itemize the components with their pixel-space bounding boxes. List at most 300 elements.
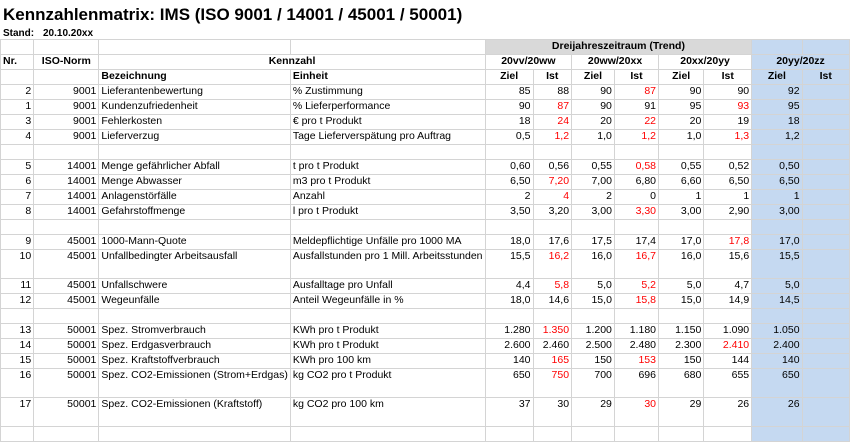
cell-ziel[interactable]: 5,0 [752, 279, 802, 294]
cell-einheit[interactable]: t pro t Produkt [290, 160, 485, 175]
cell-ziel[interactable]: 85 [485, 85, 533, 100]
cell-ist[interactable]: 22 [614, 115, 658, 130]
cell-ziel[interactable]: 90 [485, 100, 533, 115]
header-period-4[interactable]: 20yy/20zz [752, 55, 850, 70]
table-row [1, 354, 850, 369]
cell-bezeichnung[interactable]: Gefahrstoffmenge [99, 205, 290, 220]
cell-ziel[interactable]: 3,00 [659, 205, 704, 220]
header-bezeichnung[interactable]: Bezeichnung [99, 70, 290, 85]
cell[interactable] [485, 427, 533, 442]
cell[interactable] [752, 145, 802, 160]
kennzahlen-table [0, 39, 850, 442]
header-row-group [1, 40, 850, 55]
header-trend-group[interactable]: Dreijahreszeitraum (Trend) [485, 40, 751, 55]
cell-ziel[interactable]: 18 [752, 115, 802, 130]
cell-ist[interactable]: 4,7 [704, 279, 752, 294]
cell-ziel[interactable]: 20 [659, 115, 704, 130]
cell-ist[interactable]: 87 [533, 100, 572, 115]
cell[interactable] [802, 427, 849, 442]
cell-nr[interactable]: 11 [1, 279, 34, 294]
cell-einheit[interactable]: % Zustimmung [290, 85, 485, 100]
cell[interactable] [485, 220, 533, 235]
cell-ziel[interactable]: 150 [659, 354, 704, 369]
cell-ziel[interactable]: 6,60 [659, 175, 704, 190]
cell-ist[interactable]: 3,20 [533, 205, 572, 220]
cell-ziel[interactable]: 95 [659, 100, 704, 115]
cell-ziel[interactable]: 2.600 [485, 339, 533, 354]
cell-einheit[interactable]: KWh pro 100 km [290, 354, 485, 369]
cell-ziel[interactable]: 90 [659, 85, 704, 100]
cell[interactable] [99, 220, 290, 235]
cell[interactable] [34, 145, 99, 160]
cell-einheit[interactable]: l pro t Produkt [290, 205, 485, 220]
cell-ist[interactable]: 0 [614, 190, 658, 205]
cell-ist[interactable]: 5,8 [533, 279, 572, 294]
cell[interactable] [533, 309, 572, 324]
cell[interactable] [704, 427, 752, 442]
cell-ist[interactable]: 14,9 [704, 294, 752, 309]
cell-ziel[interactable]: 4,4 [485, 279, 533, 294]
cell-ist[interactable]: 165 [533, 354, 572, 369]
cell-ziel[interactable]: 2.400 [752, 339, 802, 354]
cell[interactable] [752, 220, 802, 235]
cell-ist[interactable]: 2.460 [533, 339, 572, 354]
cell[interactable] [802, 220, 849, 235]
cell-ziel[interactable]: 1,0 [572, 130, 615, 145]
cell-ist[interactable]: 1,2 [533, 130, 572, 145]
cell[interactable] [802, 309, 849, 324]
cell-iso[interactable]: 9001 [34, 100, 99, 115]
cell[interactable] [802, 145, 849, 160]
cell-ist[interactable]: 15,8 [614, 294, 658, 309]
cell-ziel[interactable]: 1,0 [659, 130, 704, 145]
cell-ziel[interactable]: 6,50 [752, 175, 802, 190]
header-nr[interactable]: Nr. [1, 55, 34, 70]
cell-bezeichnung[interactable]: Spez. CO2-Emissionen (Strom+Erdgas) [99, 369, 290, 398]
table-row [1, 160, 850, 175]
cell[interactable] [802, 100, 849, 115]
cell-ziel[interactable]: 15,0 [659, 294, 704, 309]
cell[interactable] [802, 294, 849, 309]
cell[interactable] [802, 324, 849, 339]
cell[interactable] [802, 85, 849, 100]
cell[interactable] [802, 279, 849, 294]
cell-ist[interactable]: 6,80 [614, 175, 658, 190]
cell-ziel[interactable]: 3,50 [485, 205, 533, 220]
header-ist[interactable]: Ist [614, 70, 658, 85]
cell-iso[interactable]: 14001 [34, 160, 99, 175]
cell-nr[interactable]: 10 [1, 250, 34, 279]
cell[interactable] [99, 309, 290, 324]
spacer-row [1, 309, 850, 324]
cell-ist[interactable]: 17,6 [533, 235, 572, 250]
cell-ist[interactable]: 5,2 [614, 279, 658, 294]
cell-ziel[interactable]: 6,50 [485, 175, 533, 190]
cell[interactable] [802, 354, 849, 369]
cell[interactable] [1, 145, 34, 160]
cell-nr[interactable]: 9 [1, 235, 34, 250]
table-row [1, 130, 850, 145]
cell-bezeichnung[interactable]: Spez. CO2-Emissionen (Kraftstoff) [99, 398, 290, 427]
cell-ist[interactable]: 93 [704, 100, 752, 115]
cell-ziel[interactable]: 1 [752, 190, 802, 205]
cell-ziel[interactable]: 16,0 [659, 250, 704, 279]
cell-ziel[interactable]: 17,0 [659, 235, 704, 250]
cell-bezeichnung[interactable]: 1000-Mann-Quote [99, 235, 290, 250]
header-ziel[interactable]: Ziel [572, 70, 615, 85]
cell-ist[interactable]: 7,20 [533, 175, 572, 190]
cell-iso[interactable]: 45001 [34, 235, 99, 250]
cell-ziel[interactable]: 16,0 [572, 250, 615, 279]
cell[interactable] [1, 309, 34, 324]
header-ziel[interactable]: Ziel [752, 70, 802, 85]
cell[interactable] [802, 160, 849, 175]
cell-iso[interactable]: 50001 [34, 398, 99, 427]
cell-einheit[interactable]: kg CO2 pro 100 km [290, 398, 485, 427]
header-period-1[interactable]: 20vv/20ww [485, 55, 571, 70]
cell-ziel[interactable]: 17,5 [572, 235, 615, 250]
cell-ziel[interactable]: 3,00 [752, 205, 802, 220]
cell-iso[interactable]: 14001 [34, 205, 99, 220]
cell[interactable] [290, 220, 485, 235]
header-ziel[interactable]: Ziel [659, 70, 704, 85]
cell-iso[interactable]: 9001 [34, 85, 99, 100]
cell-ist[interactable]: 19 [704, 115, 752, 130]
cell-ziel[interactable]: 15,0 [572, 294, 615, 309]
cell[interactable] [802, 115, 849, 130]
cell-ziel[interactable]: 95 [752, 100, 802, 115]
cell-ist[interactable]: 2,90 [704, 205, 752, 220]
cell[interactable] [572, 427, 615, 442]
cell-ziel[interactable]: 2 [485, 190, 533, 205]
cell[interactable] [704, 145, 752, 160]
cell-ist[interactable]: 4 [533, 190, 572, 205]
cell-ist[interactable]: 30 [614, 398, 658, 427]
cell-iso[interactable]: 9001 [34, 115, 99, 130]
cell[interactable] [99, 40, 290, 55]
cell-ist[interactable]: 16,2 [533, 250, 572, 279]
cell-ziel[interactable]: 0,50 [752, 160, 802, 175]
header-ist[interactable]: Ist [802, 70, 849, 85]
cell[interactable] [34, 40, 99, 55]
table-row [1, 190, 850, 205]
cell[interactable] [802, 205, 849, 220]
cell-ziel[interactable]: 650 [752, 369, 802, 398]
cell-ist[interactable]: 87 [614, 85, 658, 100]
cell[interactable] [659, 145, 704, 160]
cell-nr[interactable]: 14 [1, 339, 34, 354]
cell[interactable] [802, 40, 849, 55]
cell-einheit[interactable]: KWh pro t Produkt [290, 324, 485, 339]
header-ziel[interactable]: Ziel [485, 70, 533, 85]
cell-ist[interactable]: 6,50 [704, 175, 752, 190]
cell[interactable] [614, 309, 658, 324]
cell-ziel[interactable]: 18 [485, 115, 533, 130]
cell-ist[interactable]: 144 [704, 354, 752, 369]
cell-einheit[interactable]: % Lieferperformance [290, 100, 485, 115]
cell-iso[interactable]: 14001 [34, 190, 99, 205]
cell[interactable] [533, 220, 572, 235]
cell-bezeichnung[interactable]: Menge Abwasser [99, 175, 290, 190]
cell-nr[interactable]: 5 [1, 160, 34, 175]
cell-ist[interactable]: 3,30 [614, 205, 658, 220]
cell[interactable] [802, 339, 849, 354]
cell-nr[interactable]: 7 [1, 190, 34, 205]
cell-ist[interactable]: 1.180 [614, 324, 658, 339]
cell-ist[interactable]: 30 [533, 398, 572, 427]
header-ist[interactable]: Ist [533, 70, 572, 85]
cell-bezeichnung[interactable]: Kundenzufriedenheit [99, 100, 290, 115]
cell-ziel[interactable]: 29 [659, 398, 704, 427]
cell-ziel[interactable]: 0,55 [572, 160, 615, 175]
cell-einheit[interactable]: kg CO2 pro t Produkt [290, 369, 485, 398]
cell-ist[interactable]: 2.410 [704, 339, 752, 354]
cell-ziel[interactable]: 680 [659, 369, 704, 398]
cell[interactable] [485, 309, 533, 324]
cell-ist[interactable]: 0,52 [704, 160, 752, 175]
cell[interactable] [614, 220, 658, 235]
cell-ist[interactable]: 153 [614, 354, 658, 369]
cell-ist[interactable]: 2.480 [614, 339, 658, 354]
cell[interactable] [99, 427, 290, 442]
cell-bezeichnung[interactable]: Unfallschwere [99, 279, 290, 294]
stand-label: Stand: [3, 28, 35, 39]
cell-ist[interactable]: 1,3 [704, 130, 752, 145]
cell-ziel[interactable]: 0,55 [659, 160, 704, 175]
cell-ist[interactable]: 17,4 [614, 235, 658, 250]
cell-ziel[interactable]: 140 [485, 354, 533, 369]
cell[interactable] [485, 145, 533, 160]
cell[interactable] [752, 427, 802, 442]
cell[interactable] [34, 309, 99, 324]
cell[interactable] [1, 40, 34, 55]
cell-nr[interactable]: 16 [1, 369, 34, 398]
cell-ziel[interactable]: 1,2 [752, 130, 802, 145]
cell-ziel[interactable]: 5,0 [572, 279, 615, 294]
cell-ist[interactable]: 1.090 [704, 324, 752, 339]
table-row [1, 115, 850, 130]
cell-iso[interactable]: 50001 [34, 354, 99, 369]
cell-iso[interactable]: 45001 [34, 250, 99, 279]
cell[interactable] [1, 427, 34, 442]
table-row [1, 398, 850, 427]
cell[interactable] [99, 145, 290, 160]
cell-iso[interactable]: 50001 [34, 339, 99, 354]
cell-ziel[interactable]: 1.200 [572, 324, 615, 339]
cell-ziel[interactable]: 2.500 [572, 339, 615, 354]
cell-einheit[interactable]: Ausfallstunden pro 1 Mill. Arbeitsstunden [290, 250, 485, 279]
cell[interactable] [533, 145, 572, 160]
cell-bezeichnung[interactable]: Spez. Erdgasverbrauch [99, 339, 290, 354]
cell-ziel[interactable]: 29 [572, 398, 615, 427]
cell-einheit[interactable]: Anzahl [290, 190, 485, 205]
cell-ist[interactable]: 1.350 [533, 324, 572, 339]
cell-ist[interactable]: 90 [704, 85, 752, 100]
header-row-periods [1, 55, 850, 70]
cell-ziel[interactable]: 5,0 [659, 279, 704, 294]
cell[interactable] [659, 427, 704, 442]
cell-ziel[interactable]: 150 [572, 354, 615, 369]
cell-nr[interactable]: 2 [1, 85, 34, 100]
header-ist[interactable]: Ist [704, 70, 752, 85]
header-einheit[interactable]: Einheit [290, 70, 485, 85]
cell-ist[interactable]: 91 [614, 100, 658, 115]
cell[interactable] [704, 220, 752, 235]
cell-ist[interactable]: 0,56 [533, 160, 572, 175]
cell-ziel[interactable]: 15,5 [752, 250, 802, 279]
cell[interactable] [572, 220, 615, 235]
cell-einheit[interactable]: KWh pro t Produkt [290, 339, 485, 354]
cell-bezeichnung[interactable]: Spez. Stromverbrauch [99, 324, 290, 339]
cell-nr[interactable]: 13 [1, 324, 34, 339]
cell[interactable] [802, 235, 849, 250]
cell-ist[interactable]: 0,58 [614, 160, 658, 175]
table-row [1, 279, 850, 294]
cell-einheit[interactable]: Anteil Wegeunfälle in % [290, 294, 485, 309]
cell-ziel[interactable]: 0,60 [485, 160, 533, 175]
cell[interactable] [802, 250, 849, 279]
cell-bezeichnung[interactable]: Menge gefährlicher Abfall [99, 160, 290, 175]
cell-ist[interactable]: 15,6 [704, 250, 752, 279]
cell-ziel[interactable]: 1 [659, 190, 704, 205]
cell-ziel[interactable]: 3,00 [572, 205, 615, 220]
cell-ist[interactable]: 17,8 [704, 235, 752, 250]
cell-bezeichnung[interactable]: Lieferantenbewertung [99, 85, 290, 100]
cell-nr[interactable]: 3 [1, 115, 34, 130]
cell[interactable] [572, 145, 615, 160]
cell-ist[interactable]: 24 [533, 115, 572, 130]
cell[interactable] [572, 309, 615, 324]
cell-ziel[interactable]: 1.150 [659, 324, 704, 339]
cell-ist[interactable]: 1 [704, 190, 752, 205]
cell-ziel[interactable]: 37 [485, 398, 533, 427]
cell-ziel[interactable]: 90 [572, 100, 615, 115]
cell-ziel[interactable]: 20 [572, 115, 615, 130]
cell[interactable] [290, 145, 485, 160]
cell-einheit[interactable]: Ausfalltage pro Unfall [290, 279, 485, 294]
cell-einheit[interactable]: Meldepflichtige Unfälle pro 1000 MA [290, 235, 485, 250]
cell[interactable] [752, 40, 802, 55]
table-row [1, 294, 850, 309]
cell[interactable] [752, 309, 802, 324]
cell[interactable] [614, 145, 658, 160]
cell-ist[interactable]: 16,7 [614, 250, 658, 279]
cell-nr[interactable]: 15 [1, 354, 34, 369]
cell[interactable] [290, 40, 485, 55]
cell-ziel[interactable]: 650 [485, 369, 533, 398]
table-row [1, 85, 850, 100]
cell-ziel[interactable]: 17,0 [752, 235, 802, 250]
cell-iso[interactable]: 50001 [34, 369, 99, 398]
cell-nr[interactable]: 12 [1, 294, 34, 309]
cell-bezeichnung[interactable]: Lieferverzug [99, 130, 290, 145]
cell-ziel[interactable]: 7,00 [572, 175, 615, 190]
cell[interactable] [34, 70, 99, 85]
cell-nr[interactable]: 6 [1, 175, 34, 190]
cell[interactable] [802, 190, 849, 205]
cell-ziel[interactable]: 14,5 [752, 294, 802, 309]
cell-ziel[interactable]: 1.050 [752, 324, 802, 339]
cell[interactable] [659, 309, 704, 324]
cell-ist[interactable]: 1,2 [614, 130, 658, 145]
cell-bezeichnung[interactable]: Fehlerkosten [99, 115, 290, 130]
header-iso[interactable]: ISO-Norm [34, 55, 99, 70]
cell-bezeichnung[interactable]: Anlagenstörfälle [99, 190, 290, 205]
cell-ziel[interactable]: 700 [572, 369, 615, 398]
cell-ist[interactable]: 750 [533, 369, 572, 398]
cell-bezeichnung[interactable]: Spez. Kraftstoffverbrauch [99, 354, 290, 369]
cell-ziel[interactable]: 1.280 [485, 324, 533, 339]
cell[interactable] [659, 220, 704, 235]
cell[interactable] [1, 70, 34, 85]
cell-iso[interactable]: 45001 [34, 279, 99, 294]
table-row [1, 369, 850, 398]
cell-ziel[interactable]: 18,0 [485, 294, 533, 309]
cell-einheit[interactable]: € pro t Produkt [290, 115, 485, 130]
cell[interactable] [802, 369, 849, 398]
cell-ziel[interactable]: 2.300 [659, 339, 704, 354]
cell-iso[interactable]: 9001 [34, 130, 99, 145]
header-period-3[interactable]: 20xx/20yy [659, 55, 752, 70]
header-period-2[interactable]: 20ww/20xx [572, 55, 659, 70]
cell[interactable] [34, 220, 99, 235]
cell-ziel[interactable]: 90 [572, 85, 615, 100]
cell[interactable] [614, 427, 658, 442]
cell-nr[interactable]: 4 [1, 130, 34, 145]
cell-ziel[interactable]: 0,5 [485, 130, 533, 145]
cell-bezeichnung[interactable]: Unfallbedingter Arbeitsausfall [99, 250, 290, 279]
cell[interactable] [290, 309, 485, 324]
cell-nr[interactable]: 1 [1, 100, 34, 115]
cell[interactable] [802, 130, 849, 145]
cell[interactable] [290, 427, 485, 442]
cell-einheit[interactable]: m3 pro t Produkt [290, 175, 485, 190]
cell-ist[interactable]: 14,6 [533, 294, 572, 309]
cell-iso[interactable]: 14001 [34, 175, 99, 190]
spacer-row [1, 145, 850, 160]
cell-ist[interactable]: 696 [614, 369, 658, 398]
cell[interactable] [34, 427, 99, 442]
cell-ziel[interactable]: 26 [752, 398, 802, 427]
cell-bezeichnung[interactable]: Wegeunfälle [99, 294, 290, 309]
cell-ziel[interactable]: 15,5 [485, 250, 533, 279]
cell-ist[interactable]: 26 [704, 398, 752, 427]
header-kennzahl[interactable]: Kennzahl [99, 55, 485, 70]
cell[interactable] [704, 309, 752, 324]
cell-iso[interactable]: 50001 [34, 324, 99, 339]
cell-iso[interactable]: 45001 [34, 294, 99, 309]
sheet-title: Kennzahlenmatrix: IMS (ISO 9001 / 14001 / 45001 / 50001) [3, 5, 463, 24]
cell-einheit[interactable]: Tage Lieferverspätung pro Auftrag [290, 130, 485, 145]
cell[interactable] [802, 175, 849, 190]
cell-ist[interactable]: 88 [533, 85, 572, 100]
cell[interactable] [533, 427, 572, 442]
cell-nr[interactable]: 17 [1, 398, 34, 427]
stand-date[interactable]: 20.10.20xx [43, 28, 94, 39]
cell[interactable] [1, 220, 34, 235]
cell-ist[interactable]: 655 [704, 369, 752, 398]
cell-ziel[interactable]: 92 [752, 85, 802, 100]
cell-ziel[interactable]: 2 [572, 190, 615, 205]
cell-ziel[interactable]: 140 [752, 354, 802, 369]
cell-ziel[interactable]: 18,0 [485, 235, 533, 250]
table-row [1, 250, 850, 279]
cell[interactable] [802, 398, 849, 427]
cell-nr[interactable]: 8 [1, 205, 34, 220]
table-row [1, 339, 850, 354]
spacer-row [1, 427, 850, 442]
table-row [1, 175, 850, 190]
